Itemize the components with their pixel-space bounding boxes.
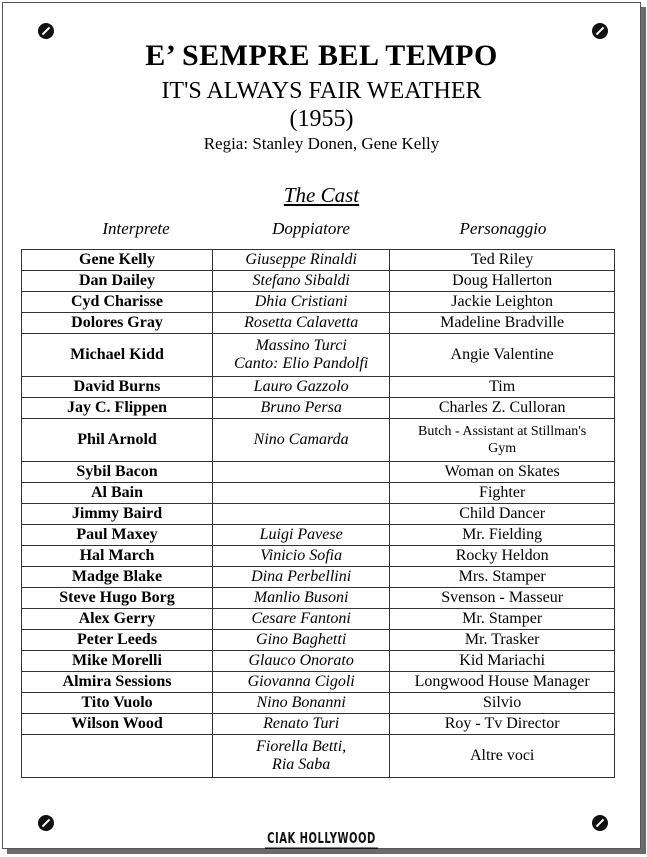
table-row [22, 250, 615, 271]
role-cell: Longwood House Manager [390, 672, 615, 693]
dubber-cell: Glauco Onorato [213, 651, 390, 672]
role-cell: Doug Hallerton [390, 271, 615, 292]
role-cell: Jackie Leighton [390, 292, 615, 313]
brand-logo [3, 829, 640, 847]
dubber-cell [213, 735, 390, 778]
role-line: Gym [488, 441, 517, 456]
dubber-cell: Stefano Sibaldi [213, 271, 390, 292]
table-row [22, 377, 615, 398]
dubber-line: Canto: Elio Pandolfi [234, 355, 369, 372]
table-row [22, 504, 615, 525]
poster-sheet [2, 2, 641, 849]
role-cell [390, 419, 615, 462]
cast-heading: The Cast [283, 183, 360, 207]
actor-cell: Dolores Gray [22, 313, 213, 334]
table-row [22, 609, 615, 630]
table-row [22, 525, 615, 546]
dubber-cell: Manlio Busoni [213, 588, 390, 609]
brand-logo-text: CIAK HOLLYWOOD [267, 831, 376, 848]
table-row [22, 567, 615, 588]
dubber-cell: Cesare Fantoni [213, 609, 390, 630]
actor-cell: Al Bain [22, 483, 213, 504]
dubber-cell: Giuseppe Rinaldi [213, 250, 390, 271]
table-row [22, 334, 615, 377]
column-header-dubber: Doppiatore [272, 219, 350, 238]
role-cell: Kid Mariachi [390, 651, 615, 672]
dubber-cell: Lauro Gazzolo [213, 377, 390, 398]
dubber-cell: Dhia Cristiani [213, 292, 390, 313]
role-cell: Angie Valentine [390, 334, 615, 377]
dubber-cell: Bruno Persa [213, 398, 390, 419]
actor-cell: Phil Arnold [22, 419, 213, 462]
table-row [22, 271, 615, 292]
role-cell: Mr. Stamper [390, 609, 615, 630]
table-row [22, 735, 615, 778]
dubber-cell: Dina Perbellini [213, 567, 390, 588]
role-cell: Svenson - Masseur [390, 588, 615, 609]
actor-cell: Wilson Wood [22, 714, 213, 735]
table-row [22, 398, 615, 419]
actor-cell: Madge Blake [22, 567, 213, 588]
actor-cell: Paul Maxey [22, 525, 213, 546]
dubber-line: Ria Saba [272, 756, 331, 773]
column-header-role: Personaggio [459, 219, 547, 238]
role-cell: Mrs. Stamper [390, 567, 615, 588]
dubber-cell: Gino Baghetti [213, 630, 390, 651]
table-row [22, 714, 615, 735]
actor-cell: Hal March [22, 546, 213, 567]
dubber-line: Fiorella Betti, [256, 738, 347, 755]
actor-cell: Mike Morelli [22, 651, 213, 672]
dubber-cell: Giovanna Cigoli [213, 672, 390, 693]
role-cell: Mr. Trasker [390, 630, 615, 651]
role-cell: Ted Riley [390, 250, 615, 271]
actor-cell: Cyd Charisse [22, 292, 213, 313]
cast-table [21, 249, 615, 778]
table-row [22, 651, 615, 672]
actor-cell: Gene Kelly [22, 250, 213, 271]
table-row [22, 313, 615, 334]
actor-cell: Steve Hugo Borg [22, 588, 213, 609]
actor-cell: David Burns [22, 377, 213, 398]
actor-cell: Jimmy Baird [22, 504, 213, 525]
dubber-cell: Vinicio Sofia [213, 546, 390, 567]
actor-cell: Dan Dailey [22, 271, 213, 292]
role-cell: Child Dancer [390, 504, 615, 525]
dubber-cell [213, 334, 390, 377]
screw-icon [38, 23, 54, 39]
dubber-cell: Renato Turi [213, 714, 390, 735]
role-cell: Silvio [390, 693, 615, 714]
role-cell: Tim [390, 377, 615, 398]
table-row [22, 672, 615, 693]
dubber-line: Massino Turci [255, 337, 347, 354]
release-year: (1955) [289, 106, 354, 132]
dubber-cell [213, 504, 390, 525]
table-row [22, 483, 615, 504]
actor-cell: Alex Gerry [22, 609, 213, 630]
role-cell: Charles Z. Culloran [390, 398, 615, 419]
role-cell: Woman on Skates [390, 462, 615, 483]
director-credit: Regia: Stanley Donen, Gene Kelly [203, 134, 440, 153]
dubber-cell: Nino Bonanni [213, 693, 390, 714]
table-row [22, 588, 615, 609]
actor-cell: Tito Vuolo [22, 693, 213, 714]
italian-title: E’ SEMPRE BEL TEMPO [145, 39, 498, 72]
table-row [22, 292, 615, 313]
role-line: Butch - Assistant at Stillman's [418, 424, 587, 439]
dubber-cell: Rosetta Calavetta [213, 313, 390, 334]
table-row [22, 419, 615, 462]
dubber-cell [213, 483, 390, 504]
screw-icon [592, 23, 608, 39]
actor-cell: Almira Sessions [22, 672, 213, 693]
role-cell: Rocky Heldon [390, 546, 615, 567]
role-cell: Madeline Bradville [390, 313, 615, 334]
actor-cell: Sybil Bacon [22, 462, 213, 483]
table-row [22, 630, 615, 651]
actor-cell: Jay C. Flippen [22, 398, 213, 419]
dubber-cell: Luigi Pavese [213, 525, 390, 546]
dubber-cell [213, 462, 390, 483]
actor-cell [22, 735, 213, 778]
table-row [22, 462, 615, 483]
english-title: IT'S ALWAYS FAIR WEATHER [161, 78, 482, 104]
column-header-actor: Interprete [102, 219, 170, 238]
role-cell: Roy - Tv Director [390, 714, 615, 735]
dubber-cell: Nino Camarda [213, 419, 390, 462]
role-cell: Altre voci [390, 735, 615, 778]
table-row [22, 693, 615, 714]
actor-cell: Peter Leeds [22, 630, 213, 651]
table-row [22, 546, 615, 567]
role-cell: Fighter [390, 483, 615, 504]
actor-cell: Michael Kidd [22, 334, 213, 377]
role-cell: Mr. Fielding [390, 525, 615, 546]
